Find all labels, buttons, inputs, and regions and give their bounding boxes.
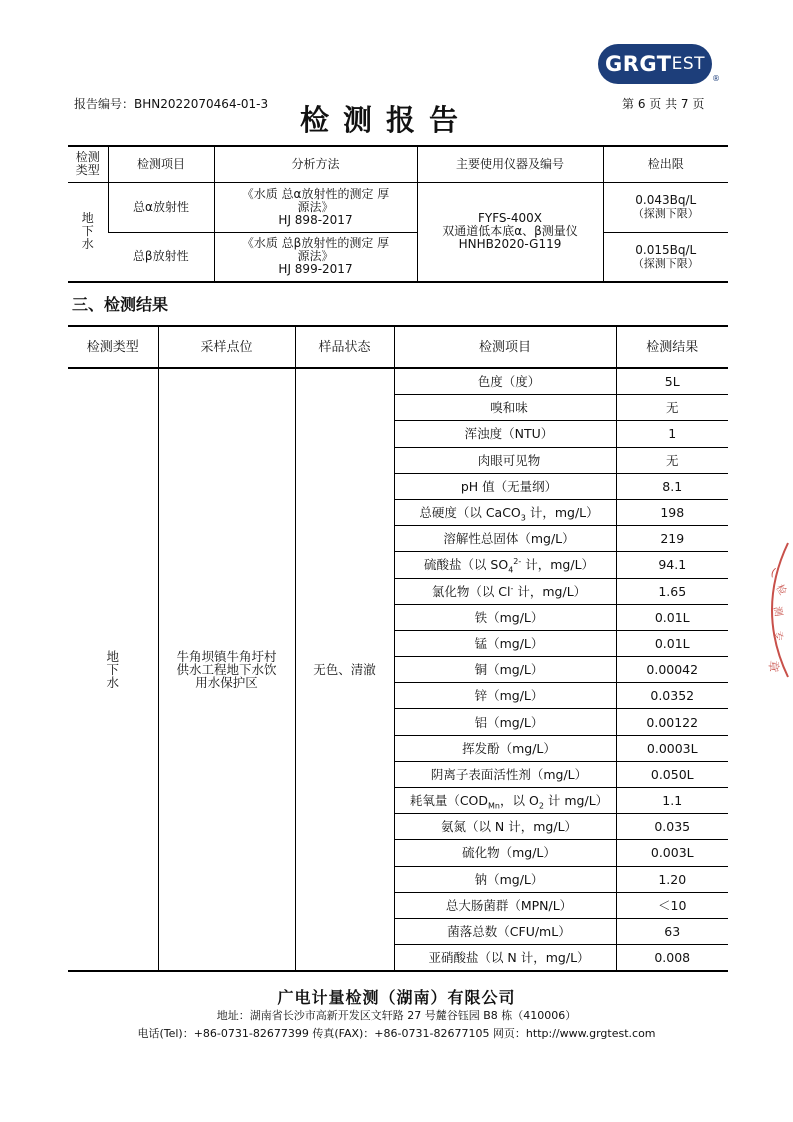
detection-limit (603, 182, 728, 232)
method-header-limit: 检出限 (603, 146, 728, 182)
test-item: 总大肠菌群（MPN/L） (394, 892, 616, 918)
section-title: 三、检测结果 (72, 295, 169, 314)
method-header-item: 检测项目 (108, 146, 214, 182)
test-item: 亚硝酸盐（以 N 计，mg/L） (394, 945, 616, 972)
test-result: 0.01L (616, 604, 728, 630)
test-item: 氯化物（以 Cl- 计，mg/L） (394, 578, 616, 604)
results-type: 地下水 (106, 649, 119, 691)
method-table (68, 145, 728, 283)
page-number: 第 6 页 共 7 页 (622, 97, 705, 111)
test-result: ＜10 (616, 892, 728, 918)
limit-note: （探测下限） (632, 256, 699, 270)
results-header-result: 检测结果 (616, 326, 728, 368)
test-item: 挥发酚（mg/L） (394, 735, 616, 761)
sample-status-text: 无色、清澈 (313, 662, 376, 678)
results-header-item: 检测项目 (394, 326, 616, 368)
test-item: 硫化物（mg/L） (394, 840, 616, 866)
svg-text:检: 检 (773, 583, 788, 598)
method-standard-code: HJ 899-2017 (278, 262, 353, 277)
test-result: 94.1 (616, 552, 728, 578)
instrument-cell (417, 182, 603, 282)
test-result: 0.050L (616, 761, 728, 787)
limit-note: （探测下限） (632, 207, 699, 220)
test-item: 锌（mg/L） (394, 683, 616, 709)
method-type-cell (68, 182, 108, 282)
page-title: 检测报告 (300, 103, 473, 137)
report-number: 报告编号：BHN2022070464-01-3 (74, 97, 269, 111)
svg-text:(: ( (768, 565, 778, 580)
test-item: 溶解性总固体（mg/L） (394, 526, 616, 552)
company-logo: GRGT EST ® (598, 44, 720, 88)
test-result: 0.008 (616, 945, 728, 972)
instrument-name: 双通道低本底α、β测量仪 (442, 224, 578, 239)
test-result: 1.1 (616, 788, 728, 814)
method-standard-line: 源法》 (297, 199, 334, 214)
results-header-status: 样品状态 (295, 326, 394, 368)
test-result: 1.20 (616, 866, 728, 892)
test-result: 0.01L (616, 630, 728, 656)
svg-text:专: 专 (771, 629, 784, 642)
company-address: 地址：湖南省长沙市高新开发区文轩路 27 号麓谷钰园 B8 栋（410006） (216, 1009, 577, 1022)
test-item: 肉眼可见物 (394, 447, 616, 473)
test-result: 1 (616, 421, 728, 447)
method-header-type: 检测类型 (68, 146, 108, 182)
detection-limit (603, 232, 728, 282)
instrument-model: FYFS-400X (478, 211, 542, 226)
test-item: 铁（mg/L） (394, 604, 616, 630)
sampling-location-text: 牛角坝镇牛角圩村供水工程地下水饮用水保护区 (176, 649, 277, 691)
test-item: 铜（mg/L） (394, 657, 616, 683)
test-item: 锰（mg/L） (394, 630, 616, 656)
test-item: 菌落总数（CFU/mL） (394, 918, 616, 944)
company-name: 广电计量检测（湖南）有限公司 (277, 988, 516, 1007)
results-type-cell (68, 368, 158, 971)
test-result: 0.00122 (616, 709, 728, 735)
results-table (68, 325, 728, 972)
results-header-location: 采样点位 (158, 326, 295, 368)
instrument-id: HNHB2020-G119 (458, 237, 562, 252)
method-header-method: 分析方法 (214, 146, 417, 182)
test-item: 嗅和味 (394, 395, 616, 421)
method-standard (214, 182, 417, 232)
test-item: 耗氧量（$COD_{Mn}$，以 $O_2$ 计 mg/L） (394, 788, 616, 814)
test-item: 硫酸盐（以 $SO_4^{2-}$ 计，mg/L） (394, 552, 616, 578)
method-standard-line: 《水质 总β放射性的测定 厚 (241, 236, 390, 251)
test-result: 无 (616, 447, 728, 473)
sampling-location (158, 368, 295, 971)
limit-value: 0.043Bq/L (635, 193, 697, 207)
test-result: 0.035 (616, 814, 728, 840)
test-item: 钠（mg/L） (394, 866, 616, 892)
test-result: 0.003L (616, 840, 728, 866)
method-item: 总α放射性 (108, 182, 214, 232)
official-seal-icon (748, 535, 793, 685)
test-item: 色度（度） (394, 368, 616, 395)
test-result: 5L (616, 368, 728, 395)
svg-text:章: 章 (765, 659, 781, 673)
test-item: 铝（mg/L） (394, 709, 616, 735)
test-item: 阴离子表面活性剂（mg/L） (394, 761, 616, 787)
test-result: 198 (616, 499, 728, 525)
test-result: 8.1 (616, 473, 728, 499)
results-header-type: 检测类型 (68, 326, 158, 368)
test-item: 氨氮（以 N 计，mg/L） (394, 814, 616, 840)
method-standard (214, 232, 417, 282)
method-standard-code: HJ 898-2017 (278, 212, 353, 227)
test-result: 1.65 (616, 578, 728, 604)
test-item: 浑浊度（NTU） (394, 421, 616, 447)
test-result: 无 (616, 395, 728, 421)
test-item: 总硬度（以 CaCO$_3$ 计，mg/L） (394, 499, 616, 525)
test-result: 0.0352 (616, 683, 728, 709)
limit-value: 0.015Bq/L (635, 242, 697, 257)
svg-text:测: 测 (771, 605, 784, 618)
method-header-instrument: 主要使用仪器及编号 (417, 146, 603, 182)
test-result: 0.00042 (616, 657, 728, 683)
method-standard-line: 源法》 (297, 249, 334, 264)
method-type: 地下水 (81, 211, 94, 252)
method-standard-line: 《水质 总α放射性的测定 厚 (241, 186, 390, 201)
sample-status (295, 368, 394, 971)
test-result: 63 (616, 918, 728, 944)
company-contacts: 电话(Tel)：+86-0731-82677399 传真(FAX)：+86-0731-82677105 网页：http://www.grgtest.com (137, 1027, 656, 1040)
test-result: 219 (616, 526, 728, 552)
test-result: 0.0003L (616, 735, 728, 761)
method-item: 总β放射性 (132, 249, 189, 264)
test-item: pH 值（无量纲） (394, 473, 616, 499)
